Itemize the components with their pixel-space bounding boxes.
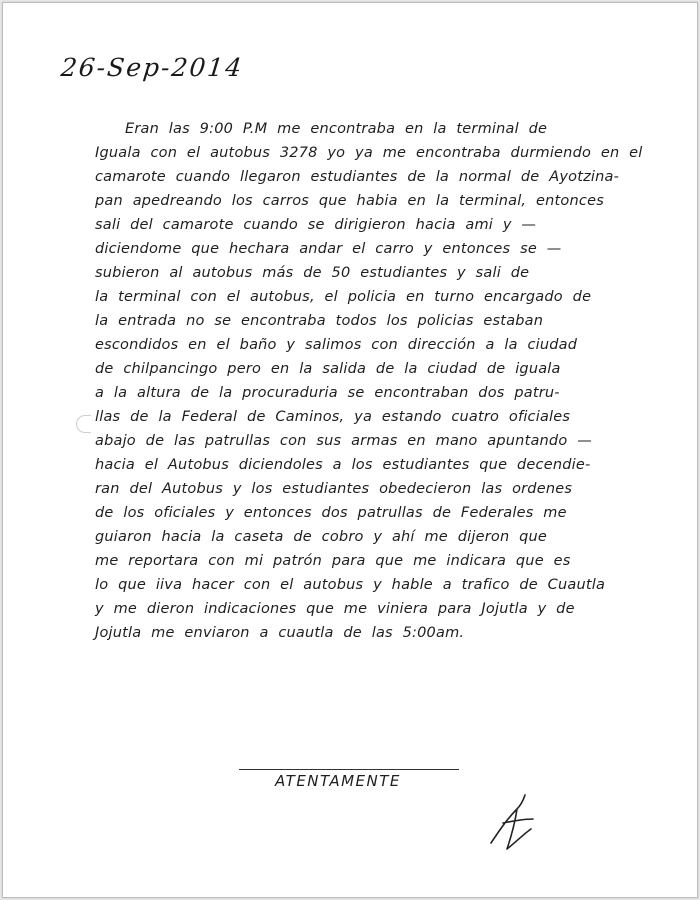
body-line: diciendome que hechara andar el carro y entonces se —	[95, 241, 562, 257]
body-line: la entrada no se encontraba todos los policias estaban	[95, 313, 544, 329]
body-line: abajo de las patrullas con sus armas en mano apuntando —	[95, 433, 592, 449]
document-page	[2, 2, 698, 898]
body-line: de chilpancingo pero en la salida de la ciudad de iguala	[95, 361, 561, 377]
body-line: a la altura de la procuraduria se encontraban dos patru-	[95, 385, 560, 401]
letter-body	[3, 3, 697, 897]
closing-rule	[239, 769, 459, 770]
body-line: ran del Autobus y los estudiantes obedecieron las ordenes	[95, 481, 573, 497]
signature-icon	[473, 783, 553, 863]
body-line: subieron al autobus más de 50 estudiantes y sali de	[95, 265, 530, 281]
body-line: y me dieron indicaciones que me viniera para Jojutla y de	[95, 601, 575, 617]
document-date: 26-Sep-2014	[59, 53, 245, 82]
body-line: Jojutla me enviaron a cuautla de las 5:00am.	[95, 625, 465, 641]
body-line: de los oficiales y entonces dos patrullas de Federales me	[95, 505, 567, 521]
body-line: sali del camarote cuando se dirigieron hacia ami y —	[95, 217, 537, 233]
body-line: pan apedreando los carros que habia en la terminal, entonces	[95, 193, 604, 209]
punch-hole-mark	[76, 415, 91, 433]
body-line: llas de la Federal de Caminos, ya estando cuatro oficiales	[95, 409, 571, 425]
body-line: lo que iiva hacer con el autobus y hable a trafico de Cuautla	[95, 577, 606, 593]
body-line: la terminal con el autobus, el policia en turno encargado de	[95, 289, 592, 305]
body-line: Eran las 9:00 P.M me encontraba en la terminal de	[125, 121, 548, 137]
body-line: guiaron hacia la caseta de cobro y ahí me dijeron que	[95, 529, 548, 545]
body-line: Iguala con el autobus 3278 yo ya me encontraba durmiendo en el	[95, 145, 643, 161]
closing-text: ATENTAMENTE	[275, 772, 401, 790]
body-line: hacia el Autobus diciendoles a los estudiantes que decendie-	[95, 457, 591, 473]
body-line: me reportara con mi patrón para que me indicara que es	[95, 553, 571, 569]
body-line: camarote cuando llegaron estudiantes de la normal de Ayotzina-	[95, 169, 620, 185]
body-line: escondidos en el baño y salimos con dirección a la ciudad	[95, 337, 578, 353]
